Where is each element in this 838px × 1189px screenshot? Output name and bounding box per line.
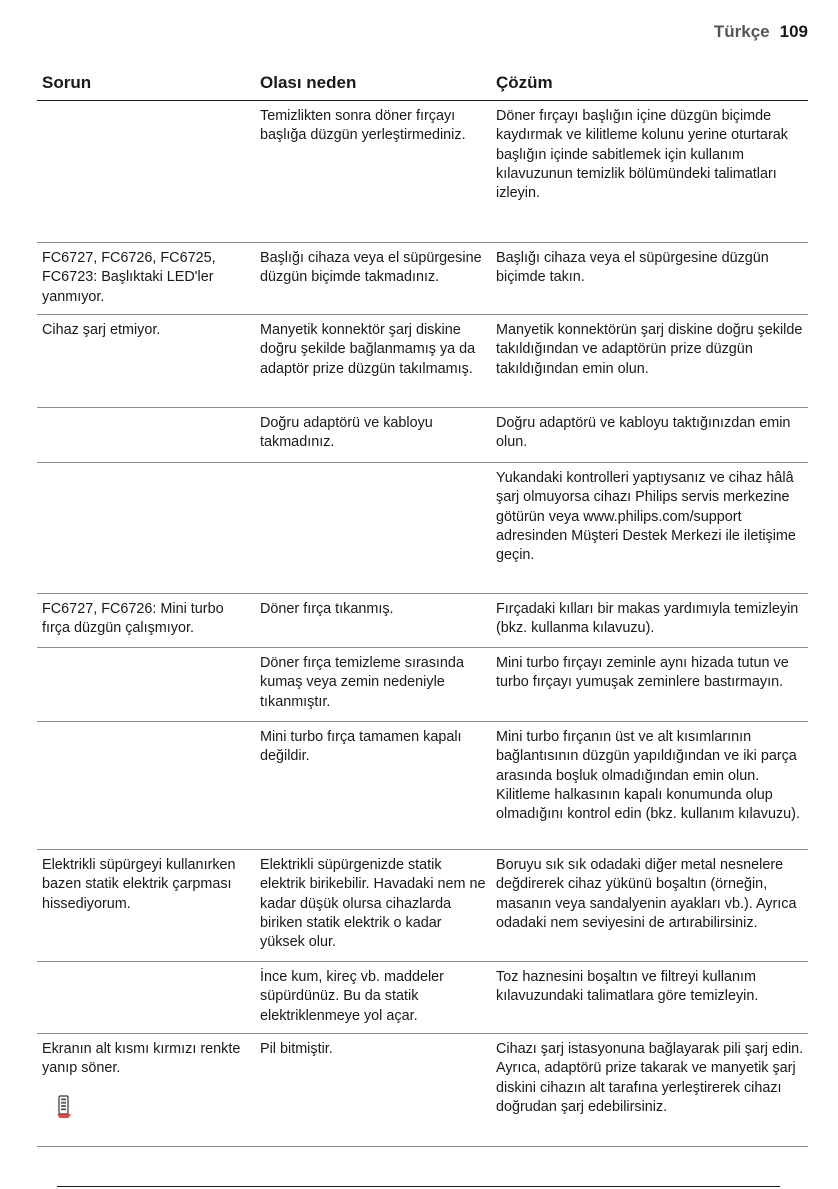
cause-cell: Pil bitmiştir. [260,1041,333,1057]
solution-cell: Manyetik konnektörün şarj diskine doğru şekilde takıldığından ve adaptörün prize düzgün takıldığından emin olun. [496,322,803,377]
cause-cell [255,469,491,593]
solution-cell: Boruyu sık sık odadaki diğer metal nesnelere değdirerek cihaz yükünü boşaltın (örneğin, masanın veya sandalyenin ayakları vb.). Ayrıca odadaki nem seviyesini de artırabilirsiniz. [496,857,797,931]
problem-cell: Cihaz şarj etmiyor. [42,322,161,338]
solution-cell: Mini turbo fırçayı zeminle aynı hizada tutun ve turbo fırçayı yumuşak zeminlere bastırmayın. [496,655,789,691]
table-row [37,243,808,315]
problem-cell [37,968,255,1033]
table-row [37,722,808,850]
cause-cell: Mini turbo fırça tamamen kapalı değildir. [260,729,462,765]
solution-cell: Başlığı cihaza veya el süpürgesine düzgün biçimde takın. [496,250,769,286]
problem-cell [37,654,255,721]
cause-cell: Başlığı cihaza veya el süpürgesine düzgün biçimde takmadınız. [260,250,482,286]
troubleshooting-table [37,70,808,1147]
cause-cell: İnce kum, kireç vb. maddeler süpürdünüz. Bu da statik elektriklenmeye yol açar. [260,969,444,1024]
page-number: 109 [779,22,808,41]
page-header [714,22,808,42]
table-row [37,1034,808,1147]
footer-divider [57,1186,780,1187]
table-row [37,315,808,408]
problem-cell [37,469,255,593]
column-header-cause: Olası neden [260,73,357,92]
cause-cell: Elektrikli süpürgenizde statik elektrik birikebilir. Havadaki nem ne kadar düşük olursa cihazlarda biriken statik elektrik o kadar yüksek olur. [260,857,486,951]
problem-cell [37,414,255,462]
problem-cell: FC6727, FC6726: Mini turbo fırça düzgün çalışmıyor. [42,601,224,637]
problem-cell: FC6727, FC6726, FC6725, FC6723: Başlıktaki LED'ler yanmıyor. [42,250,216,305]
table-row [37,463,808,594]
solution-cell: Döner fırçayı başlığın içine düzgün biçimde kaydırmak ve kilitleme kolunu yerine oturtarak başlığın içinde sabitlemek için kullanım kılavuzunun temizlik bölümündeki talimatları izleyin. [496,108,788,202]
solution-cell: Cihazı şarj istasyonuna bağlayarak pili şarj edin. Ayrıca, adaptörü prize takarak ve manyetik şarj diskini cihazın alt tarafına yerleştirerek cihazı doğrudan şarj edebilirsiniz. [496,1041,804,1115]
language-label: Türkçe [713,22,770,41]
column-header-solution: Çözüm [496,73,553,92]
problem-cell [37,107,255,242]
table-row [37,594,808,648]
table-row [37,648,808,722]
problem-cell [37,728,255,849]
solution-cell: Yukandaki kontrolleri yaptıysanız ve cihaz hâlâ şarj olmuyorsa cihazı Philips servis merkezine götürün veya www.philips.com/support adresinden Müşteri Destek Merkezi ile iletişime geçin. [496,470,796,564]
problem-cell: Elektrikli süpürgeyi kullanırken bazen statik elektrik çarpması hissediyorum. [42,857,236,912]
cause-cell: Döner fırça temizleme sırasında kumaş veya zemin nedeniyle tıkanmıştır. [260,655,464,710]
solution-cell: Fırçadaki kılları bir makas yardımıyla temizleyin (bkz. kullanma kılavuzu). [496,601,799,637]
cause-cell: Doğru adaptörü ve kabloyu takmadınız. [260,415,433,451]
problem-text: Ekranın alt kısmı kırmızı renkte yanıp söner. [42,1041,241,1077]
battery-low-icon [56,1095,72,1119]
cause-cell: Manyetik konnektör şarj diskine doğru şekilde bağlanmamış ya da adaptör prize düzgün takılmamış. [260,322,476,377]
table-row [37,101,808,243]
column-header-problem: Sorun [42,73,92,92]
table-row [37,850,808,962]
table-row [37,962,808,1034]
cause-cell: Temizlikten sonra döner fırçayı başlığa düzgün yerleştirmediniz. [260,108,466,144]
table-header [37,70,808,101]
solution-cell: Mini turbo fırçanın üst ve alt kısımlarının bağlantısının düzgün yapıldığından ve iki parça arasında boşluk olmadığından emin olun. Kilitleme halkasının kapalı konumunda olup olmadığını kontrol edin (bkz. kullanım kılavuzu). [496,729,800,823]
cause-cell: Döner fırça tıkanmış. [260,601,394,617]
problem-cell [37,1040,255,1146]
solution-cell: Doğru adaptörü ve kabloyu taktığınızdan emin olun. [496,415,791,451]
solution-cell: Toz haznesini boşaltın ve filtreyi kullanım kılavuzundaki talimatlara göre temizleyin. [496,969,759,1005]
table-row [37,408,808,463]
